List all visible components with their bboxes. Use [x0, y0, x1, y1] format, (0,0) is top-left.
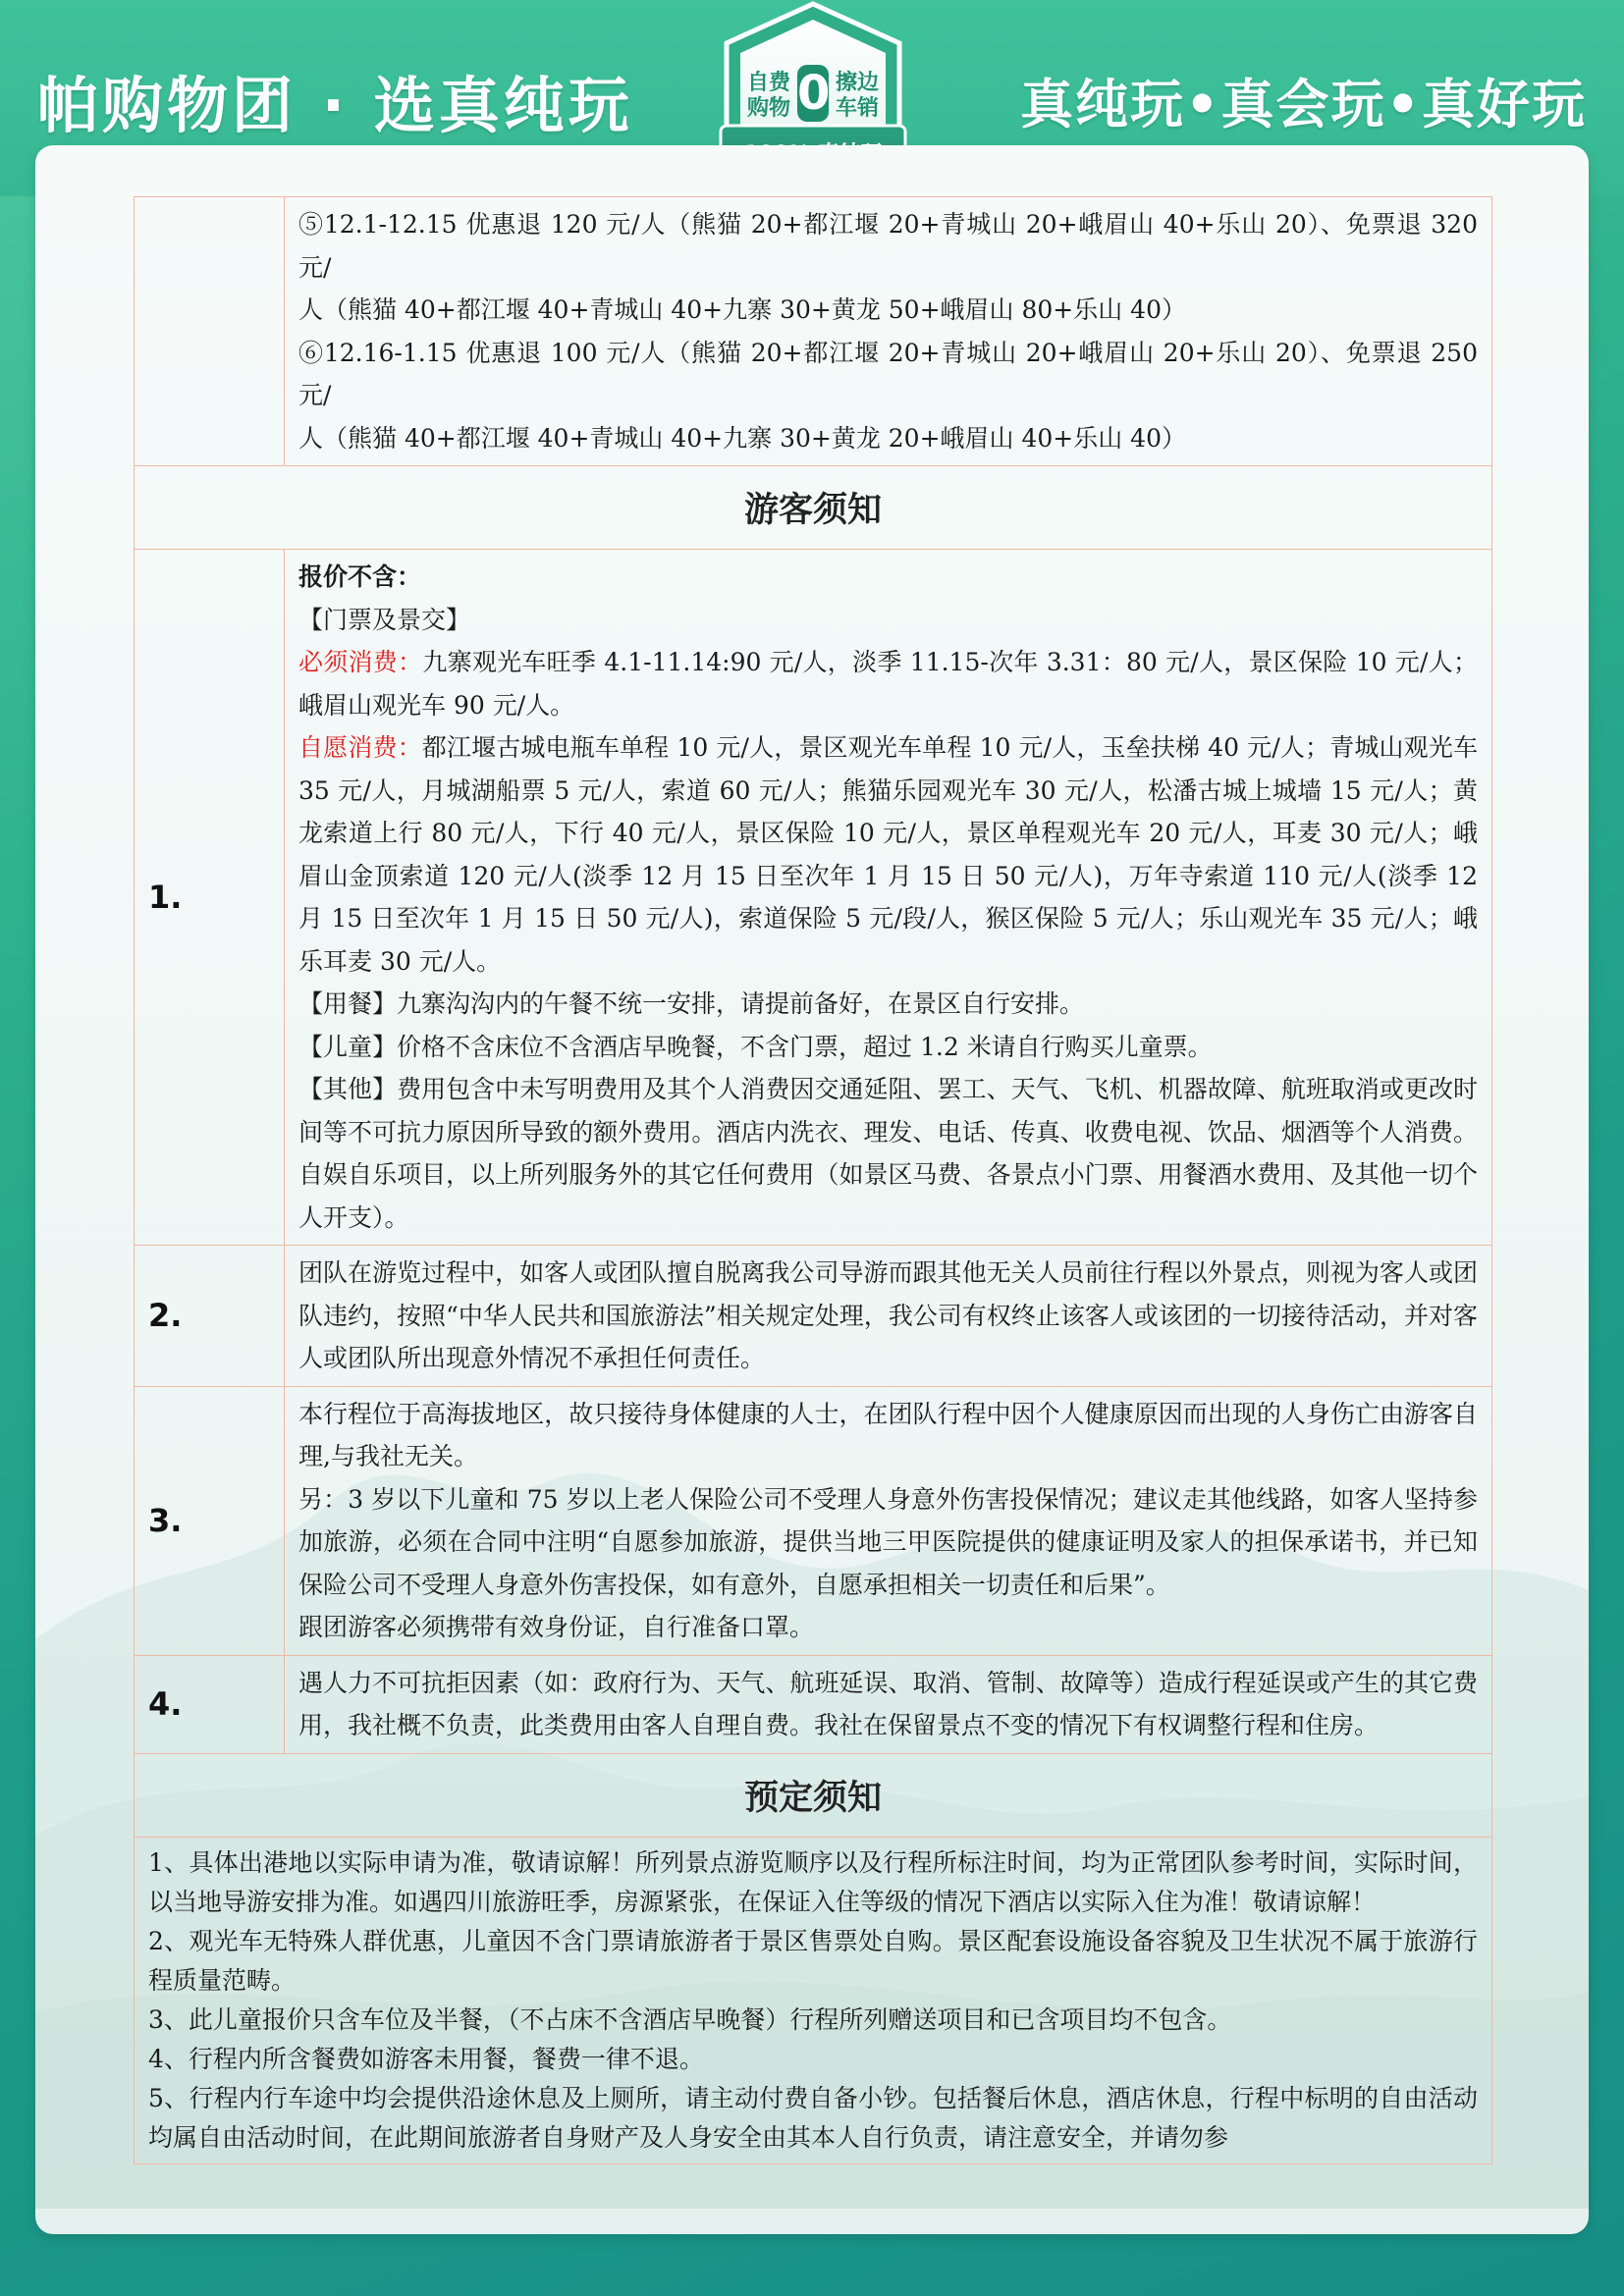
optional-pay-text: 都江堰古城电瓶车单程 10 元/人，景区观光车单程 10 元/人，玉垒扶梯 40 元/人；青城山观光车 35 元/人，月城湖船票 5 元/人，索道 60 元/人；熊猫乐园观光车 30 元/人，松潘古城上城墙 15 元/人；黄龙索道上行 80 元/人，下行 40 元/人，景区保险 10 元/人，景区单程观光车 20 元/人，耳麦 30 元/人；峨眉山金顶索道 120 元/人(淡季 12 月 15 日至次年 1 月 15 日 50 元/人)，万年寺索道 110 元/人(淡季 12 月 15 日至次年 1 月 15 日 50 元/人)，索道保险 5 元/段/人，猴区保险 5 元/人；乐山观光车 35 元/人；峨乐耳麦 30 元/人。 — [298, 733, 1478, 976]
tourist-notice-header-row — [135, 466, 1492, 550]
document-content — [134, 196, 1492, 2164]
notice-1-other — [298, 1068, 1478, 1239]
meal-label: 【用餐】 — [298, 989, 398, 1018]
notice-1-must-pay — [298, 641, 1478, 726]
child-label: 【儿童】 — [298, 1032, 398, 1061]
notice-2-paragraph: 团队在游览过程中，如客人或团队擅自脱离我公司导游而跟其他无关人员前往行程以外景点，则视为客人或团队违约，按照“中华人民共和国旅游法”相关规定处理，我公司有权终止该客人或该团的一切接待活动，并对客人或团队所出现意外情况不承担任何责任。 — [298, 1258, 1478, 1372]
must-pay-text: 九寨观光车旺季 4.1-11.14:90 元/人，淡季 11.15-次年 3.31：80 元/人，景区保险 10 元/人；峨眉山观光车 90 元/人。 — [298, 648, 1478, 720]
badge-right-text: 擦边车销 — [835, 71, 879, 121]
booking-item-5: 5、行程内行车途中均会提供沿途休息及上厕所，请主动付费自备小钞。包括餐后休息，酒店休息，行程中标明的自由活动均属自由活动时间，在此期间旅游者自身财产及人身安全由其本人自行负责，请注意安全，并请勿参 — [148, 2083, 1478, 2152]
refund-row-index — [135, 197, 285, 466]
notice-row-3 — [135, 1386, 1492, 1655]
refund-line-5b: 人（熊猫 40+都江堰 40+青城山 40+九寨 30+黄龙 50+峨眉山 80+乐山 40） — [298, 295, 1186, 324]
badge-zero: 0 — [797, 66, 831, 121]
tourist-notice-title: 游客须知 — [135, 466, 1492, 550]
refund-line-6b: 人（熊猫 40+都江堰 40+青城山 40+九寨 30+黄龙 20+峨眉山 40+乐山 40） — [298, 423, 1186, 453]
notice-2-number: 2. — [135, 1246, 285, 1387]
refund-line-6a: ⑥12.16-1.15 优惠退 100 元/人（熊猫 20+都江堰 20+青城山 20+峨眉山 20+乐山 20）、免票退 250 元/ — [298, 338, 1478, 409]
notice-1-tickets-title: 【门票及景交】 — [298, 605, 471, 634]
child-text: 价格不含床位不含酒店早晚餐，不含门票，超过 1.2 米请自行购买儿童票。 — [397, 1032, 1213, 1061]
notice-3-text — [285, 1386, 1492, 1655]
brand-slogan-right: 真纯玩•真会玩•真好玩 — [1019, 73, 1587, 135]
notice-3-number: 3. — [135, 1386, 285, 1655]
other-label: 【其他】 — [298, 1075, 398, 1103]
notice-1-meal — [298, 983, 1478, 1026]
notice-1-number: 1. — [135, 550, 285, 1246]
notice-1-child — [298, 1026, 1478, 1069]
notice-1-optional-pay — [298, 726, 1478, 983]
notice-row-1 — [135, 550, 1492, 1246]
booking-notice-header-row — [135, 1753, 1492, 1837]
notice-2-text — [285, 1246, 1492, 1387]
notice-row-2 — [135, 1246, 1492, 1387]
booking-notice-text — [135, 1837, 1492, 2163]
notice-3-paragraph-3: 跟团游客必须携带有效身份证，自行准备口罩。 — [298, 1613, 815, 1641]
booking-notice-row — [135, 1837, 1492, 2163]
itinerary-table — [134, 196, 1492, 2164]
refund-line-5a: ⑤12.1-12.15 优惠退 120 元/人（熊猫 20+都江堰 20+青城山 20+峨眉山 40+乐山 20）、免票退 320 元/ — [298, 210, 1478, 282]
badge-left-text: 自费购物 — [746, 71, 790, 121]
booking-item-3: 3、此儿童报价只含车位及半餐，（不占床不含酒店早晚餐）行程所列赠送项目和已含项目均不包含。 — [148, 2004, 1232, 2034]
notice-4-number: 4. — [135, 1655, 285, 1753]
booking-notice-title: 预定须知 — [135, 1753, 1492, 1837]
booking-item-2: 2、观光车无特殊人群优惠，儿童因不含门票请旅游者于景区售票处自购。景区配套设施设备容貌及卫生状况不属于旅游行程质量范畴。 — [148, 1926, 1478, 1995]
notice-1-heading: 报价不含： — [298, 562, 422, 591]
refund-row — [135, 197, 1492, 466]
notice-3-paragraph-2: 另：3 岁以下儿童和 75 岁以上老人保险公司不受理人身意外伤害投保情况；建议走其他线路，如客人坚持参加旅游，必须在合同中注明“自愿参加旅游，提供当地三甲医院提供的健康证明及家人的担保承诺书，并已知保险公司不受理人身意外伤害投保，如有意外，自愿承担相关一切责任和后果”。 — [298, 1484, 1478, 1599]
notice-4-text — [285, 1655, 1492, 1753]
notice-1-text — [285, 550, 1492, 1246]
optional-pay-label: 自愿消费： — [298, 733, 422, 762]
notice-3-paragraph-1: 本行程位于高海拔地区，故只接待身体健康的人士，在团队行程中因个人健康原因而出现的人身伤亡由游客自理,与我社无关。 — [298, 1399, 1478, 1470]
brand-slogan-left: 帕购物团 · 选真纯玩 — [37, 70, 633, 141]
notice-row-4 — [135, 1655, 1492, 1753]
refund-row-text — [285, 197, 1492, 466]
other-text: 费用包含中未写明费用及其个人消费因交通延阻、罢工、天气、飞机、机器故障、航班取消或更改时间等不可抗力原因所导致的额外费用。酒店内洗衣、理发、电话、传真、收费电视、饮品、烟酒等个人消费。自娱自乐项目，以上所列服务外的其它任何费用（如景区马费、各景点小门票、用餐酒水费用、及其他一切个人开支）。 — [298, 1075, 1478, 1232]
notice-4-paragraph: 遇人力不可抗拒因素（如：政府行为、天气、航班延误、取消、管制、故障等）造成行程延误或产生的其它费用，我社概不负责，此类费用由客人自理自费。我社在保留景点不变的情况下有权调整行程和住房。 — [298, 1668, 1478, 1739]
booking-item-4: 4、行程内所含餐费如游客未用餐，餐费一律不退。 — [148, 2044, 704, 2073]
must-pay-label: 必须消费： — [298, 648, 423, 676]
meal-text: 九寨沟沟内的午餐不统一安排，请提前备好，在景区自行安排。 — [397, 989, 1085, 1018]
booking-item-1: 1、具体出港地以实际申请为准，敬请谅解！所列景点游览顺序以及行程所标注时间，均为正常团队参考时间，实际时间，以当地导游安排为准。如遇四川旅游旺季，房源紧张，在保证入住等级的情况下酒店以实际入住为准！敬请谅解！ — [148, 1847, 1478, 1916]
